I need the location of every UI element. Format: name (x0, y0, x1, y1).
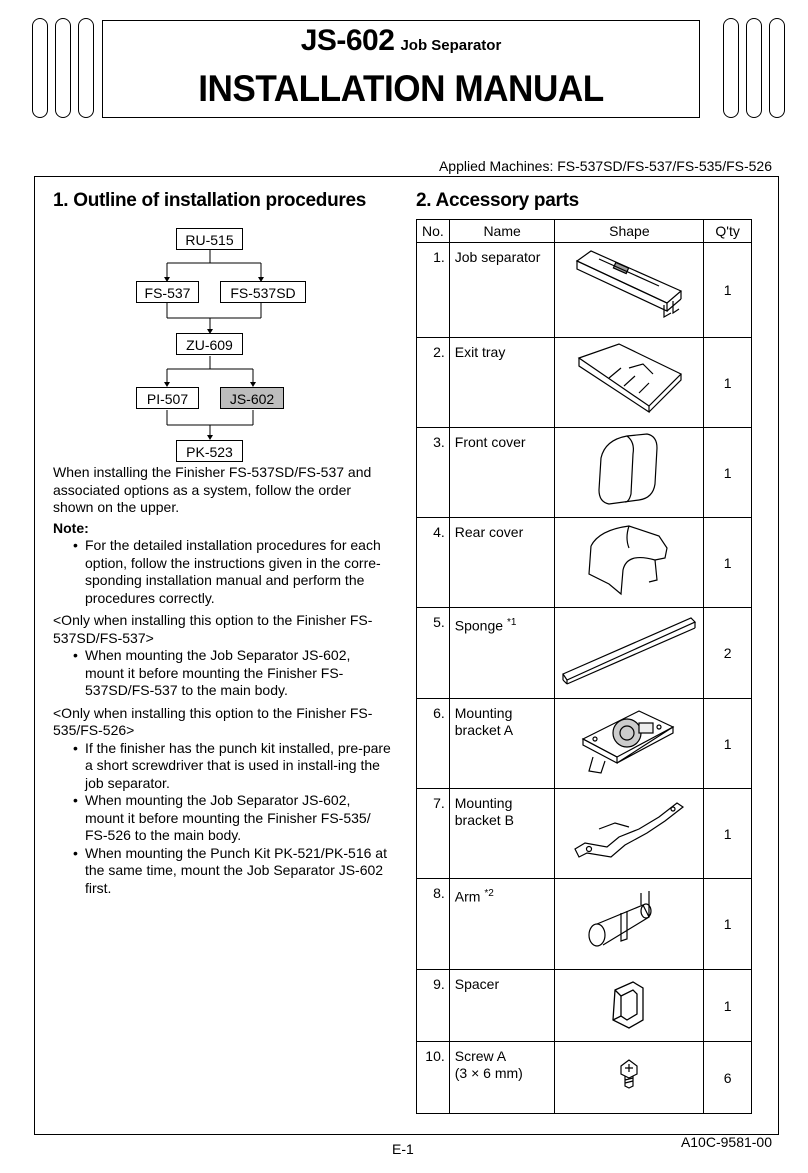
part-name: Mounting bracket B (454, 795, 514, 828)
col-no: No. (417, 220, 450, 243)
row-qty: 1 (704, 428, 752, 518)
footnote-marker: *2 (484, 888, 494, 899)
row-shape (555, 243, 704, 338)
row-name (449, 699, 555, 789)
table-row (417, 970, 752, 1042)
part-size: (3 × 6 mm) (454, 1065, 523, 1081)
part-name: Sponge (454, 617, 504, 634)
table-row (417, 243, 752, 338)
part-name: Screw A (454, 1048, 507, 1064)
row-no: 5. (417, 608, 450, 699)
row-no: 10. (417, 1042, 450, 1114)
flow-node-pi507: PI-507 (136, 387, 199, 409)
case2-bullet: • If the finisher has the punch kit installed, pre-pare a short screwdriver that is used in install-ing the job separator. (53, 740, 393, 793)
note-bullet: • For the detailed installation procedures for each option, follow the instructions given in the corre-sponding installation manual and perform the procedures correctly. (53, 537, 393, 607)
model-name: JS-602 (300, 24, 395, 57)
row-shape (555, 789, 704, 879)
applied-machines: Applied Machines: FS-537SD/FS-537/FS-535/FS-526 (438, 158, 772, 174)
document-code: A10C-9581-00 (680, 1134, 772, 1150)
row-qty: 1 (704, 789, 752, 879)
flow-node-fs537: FS-537 (136, 281, 199, 303)
row-name (449, 1042, 555, 1114)
row-shape (555, 699, 704, 789)
row-name (449, 789, 555, 879)
row-no: 6. (417, 699, 450, 789)
table-row (417, 338, 752, 428)
row-shape (555, 879, 704, 970)
part-name: Rear cover (454, 524, 524, 540)
col-shape: Shape (555, 220, 704, 243)
row-qty: 2 (704, 608, 752, 699)
row-qty: 1 (704, 518, 752, 608)
row-qty: 1 (704, 243, 752, 338)
section1-body (53, 464, 393, 897)
flow-node-pk523: PK-523 (176, 440, 243, 462)
row-qty: 1 (704, 338, 752, 428)
flow-node-js602: JS-602 (220, 387, 284, 409)
row-qty: 6 (704, 1042, 752, 1114)
footnote-marker: *1 (506, 617, 517, 628)
table-row (417, 1042, 752, 1114)
spacer-illustration (569, 970, 689, 1038)
row-shape (555, 970, 704, 1042)
part-name: Front cover (454, 434, 526, 450)
row-shape (555, 428, 704, 518)
row-name (449, 970, 555, 1042)
case1-bullet: • When mounting the Job Separator JS-602, mount it before mounting the Finisher FS-537SD/FS-537 to the main body. (53, 647, 393, 700)
case2-bullet: • When mounting the Job Separator JS-602, mount it before mounting the Finisher FS-535/ FS-526 to the main body. (53, 792, 393, 845)
row-shape (555, 608, 704, 699)
table-row (417, 879, 752, 970)
row-name (449, 243, 555, 338)
row-no: 7. (417, 789, 450, 879)
row-name (449, 879, 555, 970)
row-shape (555, 518, 704, 608)
row-no: 4. (417, 518, 450, 608)
screw-illustration (569, 1042, 689, 1110)
job-separator-illustration (569, 243, 689, 323)
flow-node-ru515: RU-515 (176, 228, 243, 250)
case1-heading: <Only when installing this option to the Finisher FS-537SD/FS-537> (53, 612, 373, 646)
row-name (449, 428, 555, 518)
arm-illustration (569, 879, 689, 961)
row-no: 3. (417, 428, 450, 518)
part-name: Exit tray (454, 344, 506, 360)
row-qty: 1 (704, 699, 752, 789)
section1-intro: When installing the Finisher FS-537SD/FS-537 and associated options as a system, follow the order shown on the upper. (53, 464, 372, 515)
part-name: Arm (454, 888, 481, 905)
section1-heading: 1. Outline of installation procedures (53, 190, 367, 211)
row-qty: 1 (704, 970, 752, 1042)
table-row (417, 789, 752, 879)
row-name (449, 608, 555, 699)
row-name (449, 518, 555, 608)
note-label: Note: (53, 519, 89, 536)
row-no: 9. (417, 970, 450, 1042)
manual-title: INSTALLATION MANUAL (198, 68, 604, 109)
row-shape (555, 1042, 704, 1114)
case2-bullet: • When mounting the Punch Kit PK-521/PK-516 at the same time, mount the Job Separator JS-602 first. (53, 845, 393, 898)
table-row (417, 699, 752, 789)
accessory-parts-table (416, 219, 752, 1114)
mounting-bracket-a-illustration (569, 699, 689, 781)
row-shape (555, 338, 704, 428)
part-name: Mounting bracket A (454, 705, 514, 738)
col-name: Name (449, 220, 555, 243)
table-row (417, 428, 752, 518)
row-no: 8. (417, 879, 450, 970)
case2-heading: <Only when installing this option to the Finisher FS-535/FS-526> (53, 704, 373, 738)
row-no: 2. (417, 338, 450, 428)
section2-heading: 2. Accessory parts (416, 190, 579, 211)
part-name: Job separator (454, 249, 541, 265)
col-qty: Q'ty (704, 220, 752, 243)
row-qty: 1 (704, 879, 752, 970)
exit-tray-illustration (569, 338, 689, 418)
front-cover-illustration (569, 428, 689, 510)
flow-node-fs537sd: FS-537SD (220, 281, 306, 303)
part-name: Spacer (454, 976, 500, 992)
flow-node-zu609: ZU-609 (176, 333, 243, 355)
table-row (417, 518, 752, 608)
mounting-bracket-b-illustration (569, 789, 689, 871)
row-name (449, 338, 555, 428)
product-name: Job Separator (400, 37, 502, 54)
sponge-illustration (559, 608, 699, 690)
rear-cover-illustration (569, 518, 689, 600)
page-number: E-1 (392, 1141, 414, 1157)
table-header-row (417, 220, 752, 243)
table-row (417, 608, 752, 699)
row-no: 1. (417, 243, 450, 338)
